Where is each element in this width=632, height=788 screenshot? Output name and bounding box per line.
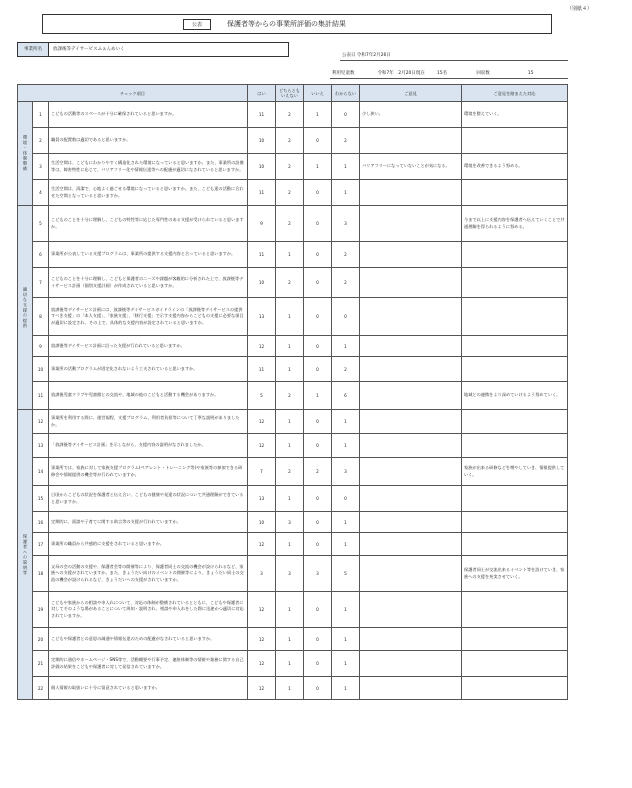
count-unknown: 1 — [332, 628, 360, 651]
response-text — [462, 336, 568, 357]
table-row — [18, 410, 568, 434]
response-text — [462, 410, 568, 434]
table-row — [18, 533, 568, 556]
count-no: 0 — [304, 206, 332, 242]
divider — [340, 60, 568, 61]
item-number: 20 — [33, 628, 49, 651]
count-yes: 12 — [248, 592, 276, 628]
count-unknown: 5 — [332, 556, 360, 592]
count-unknown: 1 — [332, 154, 360, 180]
users-info — [332, 70, 533, 76]
response-text — [462, 512, 568, 533]
response-text — [462, 128, 568, 154]
count-neither: 2 — [276, 206, 304, 242]
count-yes: 10 — [248, 154, 276, 180]
count-no: 0 — [304, 180, 332, 206]
item-text: 定期的に通信やホームページ・SNS等で、活動概要や行事予定、連絡体制等の情報や業務に関する自己評価の結果をこどもや保護者に対して発信されていますか。 — [49, 651, 248, 677]
item-text: 定期的に、面談や子育てに関する助言等の支援が行われていますか。 — [49, 512, 248, 533]
item-text: 職員の配置数は適切であると思いますか。 — [49, 128, 248, 154]
count-unknown: 1 — [332, 533, 360, 556]
count-no: 0 — [304, 336, 332, 357]
publication-date: 公表日 令和7年2月26日 — [342, 53, 391, 58]
item-text: こどもや保護者との意思の疎通や情報伝達のための配慮がなされていると思いますか。 — [49, 628, 248, 651]
item-number: 21 — [33, 651, 49, 677]
count-no: 3 — [304, 556, 332, 592]
divider — [330, 78, 568, 79]
response-text: 環境を整えていく。 — [462, 102, 568, 128]
item-text: 日頃からこどもの状況を保護者と伝え合い、こどもの健康や発達の状況について共通理解ができていると思いますか。 — [49, 486, 248, 512]
form-number: （別紙４） — [566, 6, 592, 12]
opinion-text — [360, 556, 462, 592]
category-label: 保護者への説明等 — [23, 533, 28, 576]
count-yes: 12 — [248, 434, 276, 458]
count-unknown: 1 — [332, 410, 360, 434]
count-yes: 13 — [248, 486, 276, 512]
opinion-text — [360, 458, 462, 486]
item-text: 事業所が公表している支援プログラムは、事業所の提供する支援内容と合っていると思いますか。 — [49, 242, 248, 268]
opinion-text — [360, 434, 462, 458]
users-date: 令和7年 2月20日現在 — [377, 71, 425, 76]
count-no: 2 — [304, 458, 332, 486]
response-text: 地域との連携をより深めていけるよう努めていく。 — [462, 382, 568, 410]
opinion-text — [360, 533, 462, 556]
item-text: 生活空間は、清潔で、心地よく過ごせる環境になっていると思いますか。また、こども達の活動に合わせた空間となっていると思いますか。 — [49, 180, 248, 206]
response-text: 保護者同士が交流出来るイベント等を設けていき、家族への支援を充実させていく。 — [462, 556, 568, 592]
opinion-text — [360, 410, 462, 434]
item-number: 7 — [33, 268, 49, 298]
count-neither: 3 — [276, 556, 304, 592]
count-unknown: 0 — [332, 102, 360, 128]
count-neither: 2 — [276, 458, 304, 486]
response-text — [462, 628, 568, 651]
count-neither: 1 — [276, 336, 304, 357]
count-unknown: 0 — [332, 486, 360, 512]
count-neither: 1 — [276, 298, 304, 336]
count-yes: 12 — [248, 628, 276, 651]
response-text — [462, 592, 568, 628]
opinion-text — [360, 180, 462, 206]
page-title: 保護者等からの事業所評価の集計結果 — [227, 20, 346, 28]
response-text: 家族が出来る研修などを増やしていき、情報提供していく。 — [462, 458, 568, 486]
response-text — [462, 677, 568, 700]
count-unknown: 1 — [332, 180, 360, 206]
item-number: 5 — [33, 206, 49, 242]
table-row — [18, 486, 568, 512]
count-unknown: 1 — [332, 651, 360, 677]
count-unknown: 2 — [332, 268, 360, 298]
table-row — [18, 242, 568, 268]
item-number: 3 — [33, 154, 49, 180]
responses-label: 回収数 — [476, 71, 490, 76]
count-unknown: 1 — [332, 512, 360, 533]
item-number: 9 — [33, 336, 49, 357]
item-text: こどもの活動等のスペースが十分に確保されていると思いますか。 — [49, 102, 248, 128]
count-unknown: 2 — [332, 128, 360, 154]
opinion-text — [360, 298, 462, 336]
item-number: 11 — [33, 382, 49, 410]
table-row — [18, 556, 568, 592]
users-label: 利用児童数 — [332, 71, 355, 76]
opinion-text — [360, 357, 462, 382]
response-text: 環境を改善できるよう努める。 — [462, 154, 568, 180]
table-row — [18, 357, 568, 382]
count-neither: 1 — [276, 486, 304, 512]
table-row — [18, 128, 568, 154]
count-unknown: 1 — [332, 336, 360, 357]
count-neither: 1 — [276, 434, 304, 458]
item-number: 4 — [33, 180, 49, 206]
table-row — [18, 268, 568, 298]
item-text: 事業所の活動プログラムが固定化されないよう工夫されていると思いますか。 — [49, 357, 248, 382]
item-number: 10 — [33, 357, 49, 382]
count-unknown: 3 — [332, 458, 360, 486]
count-yes: 12 — [248, 410, 276, 434]
count-neither: 1 — [276, 533, 304, 556]
count-unknown: 2 — [332, 357, 360, 382]
count-no: 0 — [304, 533, 332, 556]
opinion-text — [360, 242, 462, 268]
item-number: 17 — [33, 533, 49, 556]
count-unknown: 3 — [332, 206, 360, 242]
response-text — [462, 298, 568, 336]
opinion-text — [360, 268, 462, 298]
item-text: こどものことを十分に理解し、こどもと保護者のニーズや課題が客観的に分析された上で、放課後等デイサービス計画（個別支援計画）が作成されていると思いますか。 — [49, 268, 248, 298]
opinion-text — [360, 512, 462, 533]
count-no: 1 — [304, 154, 332, 180]
item-text: 生活空間は、こどもにわかりやすく構造化された環境になっていると思いますか。また、事業所の設備等は、障害特性に応じて、バリアフリー化や情報伝達等への配慮が適切になされていると思いますか。 — [49, 154, 248, 180]
count-neither: 1 — [276, 592, 304, 628]
count-no: 0 — [304, 357, 332, 382]
opinion-text: 少し狭い。 — [360, 102, 462, 128]
office-name: 放課後等デイサービスふぁんめいく — [49, 42, 289, 57]
item-number: 15 — [33, 486, 49, 512]
item-number: 13 — [33, 434, 49, 458]
count-no: 0 — [304, 486, 332, 512]
item-text: 放課後等デイサービス計画には、放課後等デイサービスガイドラインの「放課後等デイサービスの提供すべき支援」の「本人支援」、「家族支援」、「移行支援」で示す支援内容からこどもの支援に必要な項目が適切に設定され、その上で、具体的な支援内容が設定されていると思いますか。 — [49, 298, 248, 336]
item-number: 6 — [33, 242, 49, 268]
response-text — [462, 533, 568, 556]
count-no: 0 — [304, 592, 332, 628]
table-row — [18, 512, 568, 533]
count-neither: 1 — [276, 357, 304, 382]
item-text: こどもや家族からの相談や申入れについて、対応の体制が整備されているとともに、こどもや保護者に対してそのような場があることについて周知・説明され、相談や申入れをした際に迅速かつ適切に対応されていますか。 — [49, 592, 248, 628]
count-neither: 1 — [276, 410, 304, 434]
item-text: 放課後児童クラブや児童館との交流や、地域の他のこどもと活動する機会がありますか。 — [49, 382, 248, 410]
category-cell — [18, 102, 33, 206]
table-body — [18, 102, 568, 700]
category-label: 適切な支援の提供 — [23, 286, 28, 329]
count-no: 0 — [304, 268, 332, 298]
count-neither: 2 — [276, 154, 304, 180]
table-row — [18, 336, 568, 357]
publication-tag: 公表 — [183, 19, 211, 30]
count-no: 0 — [304, 298, 332, 336]
col-header-response: ご意見を踏まえた対応 — [462, 85, 568, 102]
opinion-text — [360, 592, 462, 628]
opinion-text — [360, 677, 462, 700]
item-number: 14 — [33, 458, 49, 486]
count-no: 1 — [304, 102, 332, 128]
response-text — [462, 651, 568, 677]
category-label: 環境・体制整備 — [23, 135, 28, 172]
response-text — [462, 268, 568, 298]
count-no: 0 — [304, 628, 332, 651]
count-unknown: 1 — [332, 677, 360, 700]
opinion-text — [360, 336, 462, 357]
item-text: 事業所では、家族に対して家族支援プログラム(ペアレント・トレーニング等)や家族等の参加できる研修会や情報提供の機会等が行われていますか。 — [49, 458, 248, 486]
count-no: 1 — [304, 382, 332, 410]
table-row — [18, 434, 568, 458]
count-unknown: 1 — [332, 592, 360, 628]
table-row — [18, 382, 568, 410]
count-no: 0 — [304, 410, 332, 434]
count-yes: 10 — [248, 128, 276, 154]
count-yes: 9 — [248, 206, 276, 242]
item-number: 1 — [33, 102, 49, 128]
count-neither: 2 — [276, 382, 304, 410]
count-yes: 11 — [248, 242, 276, 268]
users-count: 15名 — [436, 71, 448, 76]
col-header-neither: どちらとも いえない — [276, 85, 304, 102]
item-text: 「放課後等デイサービス計画」を示しながら、支援内容の説明がなされましたか。 — [49, 434, 248, 458]
item-number: 2 — [33, 128, 49, 154]
item-number: 18 — [33, 556, 49, 592]
opinion-text: バリアフリーになっていないことが気になる。 — [360, 154, 462, 180]
response-text — [462, 486, 568, 512]
responses-count: 15 — [527, 71, 534, 76]
col-header-yes: はい — [248, 85, 276, 102]
count-neither: 1 — [276, 242, 304, 268]
table-row — [18, 154, 568, 180]
table-row — [18, 180, 568, 206]
item-number: 16 — [33, 512, 49, 533]
col-header-opinion: ご意見 — [360, 85, 462, 102]
count-unknown: 2 — [332, 242, 360, 268]
count-yes: 11 — [248, 102, 276, 128]
count-no: 0 — [304, 128, 332, 154]
count-yes: 7 — [248, 458, 276, 486]
table-row — [18, 458, 568, 486]
evaluation-table — [17, 84, 568, 700]
response-text — [462, 434, 568, 458]
table-row — [18, 677, 568, 700]
title-box — [42, 14, 552, 34]
count-neither: 1 — [276, 677, 304, 700]
count-unknown: 0 — [332, 298, 360, 336]
col-header-item: チェック項目 — [18, 85, 248, 102]
count-yes: 12 — [248, 651, 276, 677]
count-yes: 12 — [248, 336, 276, 357]
category-cell — [18, 206, 33, 410]
count-yes: 10 — [248, 512, 276, 533]
count-unknown: 1 — [332, 434, 360, 458]
item-text: こどものことを十分に理解し、こどもの特性等に応じた専門性のある支援が受けられていると思いますか。 — [49, 206, 248, 242]
table-row — [18, 102, 568, 128]
response-text — [462, 242, 568, 268]
col-header-no: いいえ — [304, 85, 332, 102]
count-no: 0 — [304, 651, 332, 677]
count-yes: 11 — [248, 357, 276, 382]
count-yes: 5 — [248, 382, 276, 410]
response-text: 今まで以上に支援内容を保護者へ伝えていくことで共通理解を得られるように努める。 — [462, 206, 568, 242]
office-label: 事業所名 — [17, 42, 49, 57]
count-yes: 10 — [248, 268, 276, 298]
count-neither: 2 — [276, 268, 304, 298]
count-neither: 2 — [276, 128, 304, 154]
count-neither: 2 — [276, 102, 304, 128]
table-row — [18, 206, 568, 242]
count-yes: 11 — [248, 180, 276, 206]
item-text: 個人情報の取扱いに十分に留意されていると思いますか。 — [49, 677, 248, 700]
count-yes: 13 — [248, 298, 276, 336]
table-header-row — [18, 85, 568, 102]
item-number: 19 — [33, 592, 49, 628]
item-number: 22 — [33, 677, 49, 700]
opinion-text — [360, 651, 462, 677]
count-yes: 3 — [248, 556, 276, 592]
opinion-text — [360, 486, 462, 512]
count-neither: 2 — [276, 180, 304, 206]
col-header-unknown: わからない — [332, 85, 360, 102]
opinion-text — [360, 128, 462, 154]
item-number: 12 — [33, 410, 49, 434]
count-no: 0 — [304, 434, 332, 458]
item-text: 父母の会の活動の支援や、保護者会等の開催等により、保護者同士の交流の機会が設けられるなど、家族への支援がされていますか。また、きょうだい向けのイベントの開催等により、きょうだい同士の交流の機会が設けられるなど、きょうだいへの支援がされていますか。 — [49, 556, 248, 592]
table-row — [18, 651, 568, 677]
item-text: 事業所の職員から共感的に支援をされていると思いますか。 — [49, 533, 248, 556]
count-unknown: 6 — [332, 382, 360, 410]
opinion-text — [360, 382, 462, 410]
item-number: 8 — [33, 298, 49, 336]
count-no: 0 — [304, 242, 332, 268]
opinion-text — [360, 206, 462, 242]
count-yes: 12 — [248, 533, 276, 556]
count-neither: 1 — [276, 651, 304, 677]
response-text — [462, 357, 568, 382]
item-text: 放課後等デイサービス計画に沿った支援が行われていると思いますか。 — [49, 336, 248, 357]
table-row — [18, 592, 568, 628]
count-neither: 1 — [276, 628, 304, 651]
table-row — [18, 298, 568, 336]
count-neither: 3 — [276, 512, 304, 533]
response-text — [462, 180, 568, 206]
category-cell — [18, 410, 33, 700]
count-no: 0 — [304, 512, 332, 533]
item-text: 事業所を利用する際に、運営規程、支援プログラム、利用者負担等について丁寧な説明がありましたか。 — [49, 410, 248, 434]
count-no: 0 — [304, 677, 332, 700]
table-row — [18, 628, 568, 651]
count-yes: 12 — [248, 677, 276, 700]
opinion-text — [360, 628, 462, 651]
